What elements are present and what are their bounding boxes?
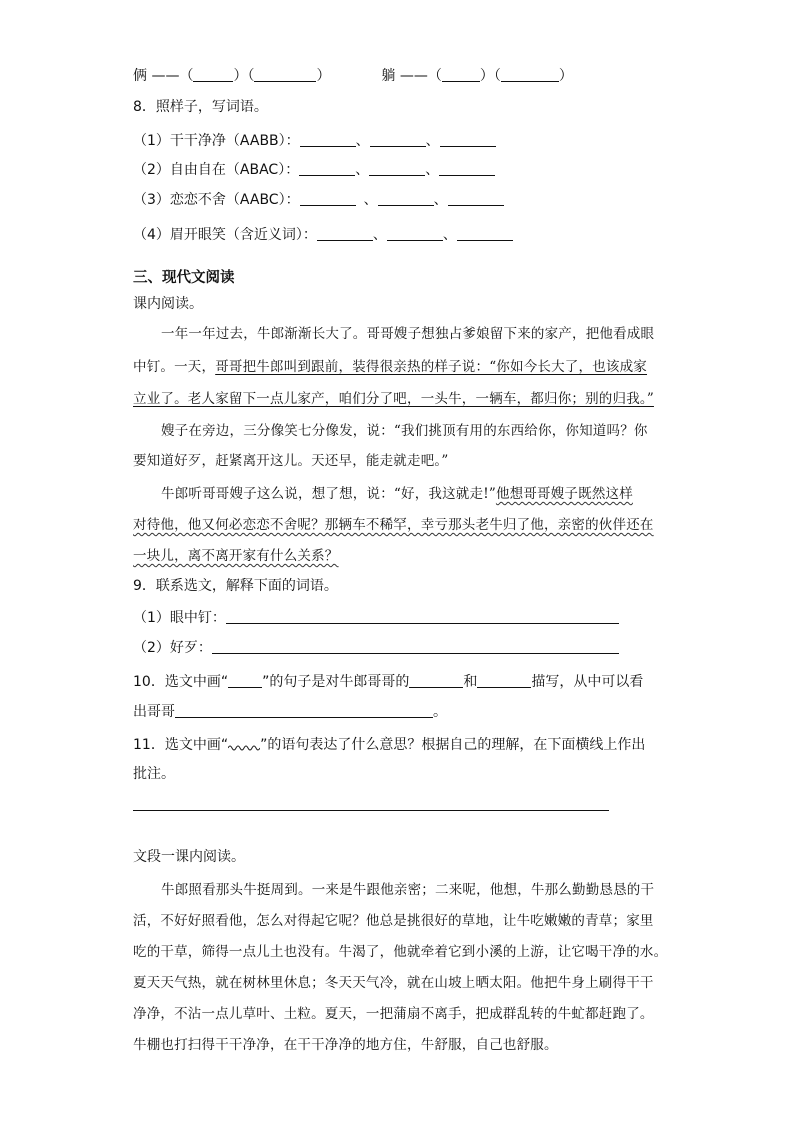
passage-line <box>161 484 691 504</box>
q9-title: 9．联系选文，解释下面的词语。 <box>133 578 338 594</box>
q11-line-2: 批注。 <box>133 766 175 782</box>
sep: 、 <box>363 192 378 208</box>
q10-line-1 <box>133 672 643 692</box>
answer-blank[interactable] <box>378 191 434 206</box>
passage-text: 要知道好歹，赶紧离开这儿。天还早，能走就走吧。” <box>133 453 449 469</box>
item-label: （2）自由自在（ABAC）： <box>133 162 300 178</box>
answer-blank[interactable] <box>477 673 531 688</box>
answer-blank[interactable] <box>212 639 619 654</box>
passage-line: 净净，不沾一点儿草叶、土粒。夏天，一把蒲扇不离手，把成群乱转的牛虻都赶跑了。 <box>133 1006 654 1022</box>
answer-blank[interactable] <box>300 132 356 147</box>
q10-text: 出哥哥 <box>133 704 175 720</box>
passage-line <box>161 421 691 441</box>
q10-text: 。 <box>433 704 447 720</box>
dash: —— <box>399 68 428 84</box>
underlined-sentence: 立业了。老人家留下一点儿家产，咱们分了吧，一头牛，一辆车，都归你；别的归我。” <box>133 391 654 407</box>
passage-line: 活，不好好照看他，怎么对得起它呢？他总是挑很好的草地，让牛吃嫩嫩的青草；家里 <box>133 913 654 929</box>
paren-close: ） <box>479 68 494 84</box>
q10-line-2 <box>133 702 447 722</box>
passage-text: 牛郎听哥哥嫂子这么说，想了想，说：“好，我这就走!” <box>161 486 496 502</box>
q8-item-2 <box>133 160 495 180</box>
paren-close: ） <box>233 68 248 84</box>
q8-item-3 <box>133 190 504 210</box>
q8-item-4 <box>133 225 513 245</box>
wavy-underlined-sentence: 他想哥哥嫂子既然这样 <box>495 486 633 502</box>
passage-text: 嫂子在旁边，三分像笑七分像发，说：“我们挑顶有用的东西给你，你知道吗？你 <box>161 423 648 439</box>
wavy-underlined-sentence: 一块儿，离不离开家有什么关系？ <box>133 548 339 564</box>
section-subheading: 文段一课内阅读。 <box>133 849 245 865</box>
paren-close: ） <box>558 68 573 84</box>
answer-blank[interactable] <box>300 191 356 206</box>
q10-text: 描写，从中可以看 <box>531 674 644 690</box>
answer-blank[interactable] <box>409 673 463 688</box>
paren-close: ） <box>316 68 331 84</box>
q9-item-1 <box>133 608 619 628</box>
section-heading: 三、现代文阅读 <box>133 270 235 286</box>
answer-blank[interactable] <box>448 191 504 206</box>
item-label: （2）好歹： <box>133 640 212 656</box>
q11-line-1 <box>133 735 645 755</box>
passage-line <box>133 546 663 566</box>
passage-line: 牛郎照看那头牛挺周到。一来是牛跟他亲密；二来呢，他想，牛那么勤勤恳恳的干 <box>161 882 655 898</box>
sep: 、 <box>355 133 370 149</box>
passage-line <box>133 515 663 535</box>
answer-blank[interactable] <box>457 226 513 241</box>
item-label: （4）眉开眼笑（含近义词）： <box>133 227 317 243</box>
q7-word-1: 俩 <box>133 68 147 84</box>
q11-text: 11．选文中画“ <box>133 737 229 753</box>
paren-open: （ <box>179 68 194 84</box>
passage-text: 一年一年过去，牛郎渐渐长大了。哥哥嫂子想独占爹娘留下来的家产，把他看成眼 <box>161 326 655 342</box>
q11-text: ”的语句表达了什么意思？根据自己的理解，在下面横线上作出 <box>260 737 646 753</box>
answer-line[interactable] <box>133 810 609 811</box>
sep: 、 <box>372 227 387 243</box>
answer-blank[interactable] <box>370 132 426 147</box>
answer-blank[interactable] <box>439 161 495 176</box>
q10-text: 和 <box>463 674 478 690</box>
wavy-underlined-sentence: 对待他，他又何必恋恋不舍呢？那辆车不稀罕，幸亏那头老牛归了他，亲密的伙伴还在 <box>133 517 654 533</box>
sep: 、 <box>442 227 457 243</box>
paren-open: （ <box>427 68 442 84</box>
q8-item-1 <box>133 131 496 151</box>
sep: 、 <box>355 162 370 178</box>
q8-title: 8．照样子，写词语。 <box>133 99 268 115</box>
passage-line <box>133 357 663 377</box>
answer-blank[interactable] <box>440 132 496 147</box>
passage-line: 牛棚也打扫得干干净净，在干干净净的地方住，牛舒服，自己也舒服。 <box>133 1037 558 1053</box>
q9-item-2 <box>133 638 619 658</box>
passage-line: 吃的干草，筛得一点儿土也没有。牛渴了，他就牵着它到小溪的上游，让它喝干净的水。 <box>133 944 668 960</box>
answer-blank[interactable] <box>193 67 233 82</box>
passage-line <box>133 451 663 471</box>
sep: 、 <box>425 162 440 178</box>
q7-word-2: 躺 <box>381 68 396 84</box>
answer-blank[interactable] <box>175 703 433 718</box>
section-subheading: 课内阅读。 <box>133 296 203 312</box>
q7-tail-line <box>133 66 573 86</box>
wavy-line-sample <box>228 743 260 751</box>
passage-text: 中钉。一天， <box>133 359 216 375</box>
answer-blank[interactable] <box>501 67 559 82</box>
q10-text: 10．选文中画“ <box>133 674 229 690</box>
dash: —— <box>151 68 180 84</box>
answer-blank[interactable] <box>299 161 355 176</box>
underline-sample <box>228 673 262 688</box>
sep: 、 <box>433 192 448 208</box>
item-label: （1）眼中钉： <box>133 610 226 626</box>
answer-blank[interactable] <box>387 226 443 241</box>
passage-line <box>161 324 691 344</box>
item-label: （1）干干净净（AABB）： <box>133 133 300 149</box>
passage-line: 夏天天气热，就在树林里休息；冬天天气冷，就在山坡上晒太阳。他把牛身上刷得干干 <box>133 975 654 991</box>
item-label: （3）恋恋不舍（AABC）： <box>133 192 300 208</box>
answer-blank[interactable] <box>226 609 619 624</box>
q10-text: ”的句子是对牛郎哥哥的 <box>262 674 410 690</box>
answer-blank[interactable] <box>442 67 480 82</box>
answer-blank[interactable] <box>317 226 373 241</box>
answer-blank[interactable] <box>254 67 316 82</box>
passage-line <box>133 389 663 409</box>
paren-open: （ <box>493 68 501 84</box>
paren-open: （ <box>247 68 255 84</box>
answer-blank[interactable] <box>369 161 425 176</box>
underlined-sentence: 哥哥把牛郎叫到跟前，装得很亲热的样子说：“你如今长大了，也该成家 <box>215 359 648 375</box>
sep: 、 <box>425 133 440 149</box>
